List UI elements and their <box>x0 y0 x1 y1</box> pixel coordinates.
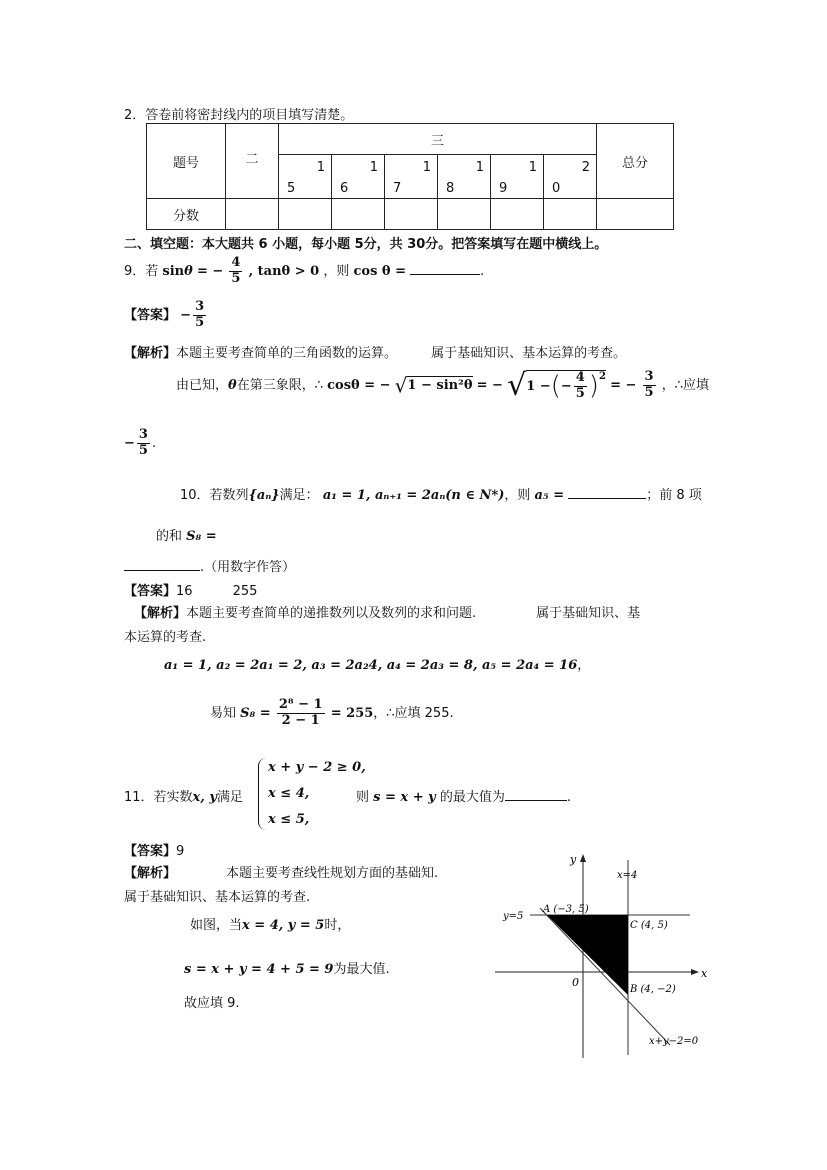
q10-formula: a₁ = 1, a₂ = 2a₁ = 2, a₃ = 2a₂4, a₄ = 2a₃ = 8, a₅ = 2a₄ = 16， <box>164 658 591 673</box>
constraint-1: x + y − 2 ≥ 0, <box>268 760 366 775</box>
question-11: 11．若实数x, y满足 <box>124 790 243 805</box>
notice-line: 2．答卷前将密封线内的项目填写清楚。 <box>124 108 354 123</box>
q9-derivation: 由已知，θ在第三象限，∴ cosθ = − √1 − sin²θ = − √ 1 − ( − $\frac{4}{5}$ ) $^2$ = − $\frac{3}{5}$ ，∴应填 <box>176 368 709 403</box>
constraint-3: x ≤ 5, <box>268 812 310 827</box>
answer-blank[interactable] <box>124 558 200 571</box>
answer-blank[interactable] <box>410 262 480 275</box>
question-11-tail: 则 s = x + y 的最大值为 . <box>356 790 571 805</box>
question-10: 10．若数列{aₙ}满足： a₁ = 1, aₙ₊₁ = 2aₙ(n ∈ N*)，则 a₅ = ；前 8 项 <box>180 488 702 503</box>
table-col-3: 三 <box>279 124 597 155</box>
answer-blank[interactable] <box>568 486 646 499</box>
table-q-cell: 1 7 <box>385 155 438 199</box>
table-col-2: 二 <box>226 124 279 199</box>
question-10-line2: 的和 S₈ = <box>156 529 217 544</box>
table-score-cell[interactable] <box>332 199 385 230</box>
q11-analysis: 【解析】 本题主要考查线性规划方面的基础知. <box>124 866 439 881</box>
table-total-label: 总分 <box>597 124 674 199</box>
q11-analysis-line5: 故应填 9. <box>184 996 240 1011</box>
table-q-cell: 1 5 <box>279 155 332 199</box>
question-10-line3: .（用数字作答） <box>124 556 295 575</box>
q11-analysis-line3: 如图，当x = 4, y = 5时， <box>190 918 351 933</box>
y-axis-arrow-icon <box>580 854 586 862</box>
line-eq-label: x+y−2=0 <box>649 1036 699 1047</box>
feasible-region-graph <box>495 850 715 1065</box>
q9-analysis: 【解析】本题主要考查简单的三角函数的运算。 属于基础知识、基本运算的考查。 <box>124 346 627 361</box>
table-score-cell[interactable] <box>385 199 438 230</box>
question-9: 9．若 sinθ = − $\frac{4}{5}$ , tanθ > 0 ，则 cos θ = . <box>124 255 485 286</box>
y5-label: y=5 <box>503 911 524 922</box>
point-a-label: A (−3, 5) <box>543 904 589 915</box>
answer-blank[interactable] <box>505 788 567 801</box>
y-axis-label: y <box>570 853 577 866</box>
table-header-label: 题号 <box>147 124 226 199</box>
table-q-cell: 1 6 <box>332 155 385 199</box>
q11-answer: 【答案】9 <box>124 844 185 859</box>
table-score-cell[interactable] <box>597 199 674 230</box>
q10-sum: 易知 S₈ = $\frac{\text{2⁸ − 1}}{2 - 1}$ = 255，∴应填 255. <box>210 697 454 728</box>
system-brace <box>258 758 267 830</box>
q10-answer: 【答案】16 255 <box>124 584 258 599</box>
point-c-label: C (4, 5) <box>630 920 668 931</box>
x4-label: x=4 <box>617 870 638 881</box>
point-b-label: B (4, −2) <box>630 984 676 995</box>
table-q-cell: 2 0 <box>544 155 597 199</box>
q9-fill-answer: − $\frac{3}{5}$ . <box>124 427 157 458</box>
x-axis-label: x <box>701 967 708 980</box>
table-score-cell[interactable] <box>438 199 491 230</box>
score-table <box>146 123 674 230</box>
x-axis-arrow-icon <box>691 969 699 975</box>
section-heading: 二、填空题：本大题共 6 小题，每小题 5分，共 30分。把答案填写在题中横线上。 <box>124 237 608 252</box>
table-score-cell[interactable] <box>544 199 597 230</box>
q9-answer: 【答案】 − $\frac{3}{5}$ <box>124 299 205 330</box>
table-q-cell: 1 8 <box>438 155 491 199</box>
q11-analysis-line4: s = x + y = 4 + 5 = 9为最大值. <box>184 962 390 977</box>
origin-label: 0 <box>572 976 579 989</box>
constraint-2: x ≤ 4, <box>268 786 310 801</box>
q10-analysis: 【解析】本题主要考查简单的递推数列以及数列的求和问题. 属于基础知识、基 <box>134 606 641 621</box>
table-q-cell: 1 9 <box>491 155 544 199</box>
q11-analysis-line2: 属于基础知识、基本运算的考查. <box>124 890 311 905</box>
table-score-cell[interactable] <box>279 199 332 230</box>
table-score-cell[interactable] <box>226 199 279 230</box>
table-score-cell[interactable] <box>491 199 544 230</box>
feasible-region <box>547 915 628 995</box>
table-score-label: 分数 <box>147 199 226 230</box>
q10-analysis-line2: 本运算的考查. <box>124 630 207 645</box>
